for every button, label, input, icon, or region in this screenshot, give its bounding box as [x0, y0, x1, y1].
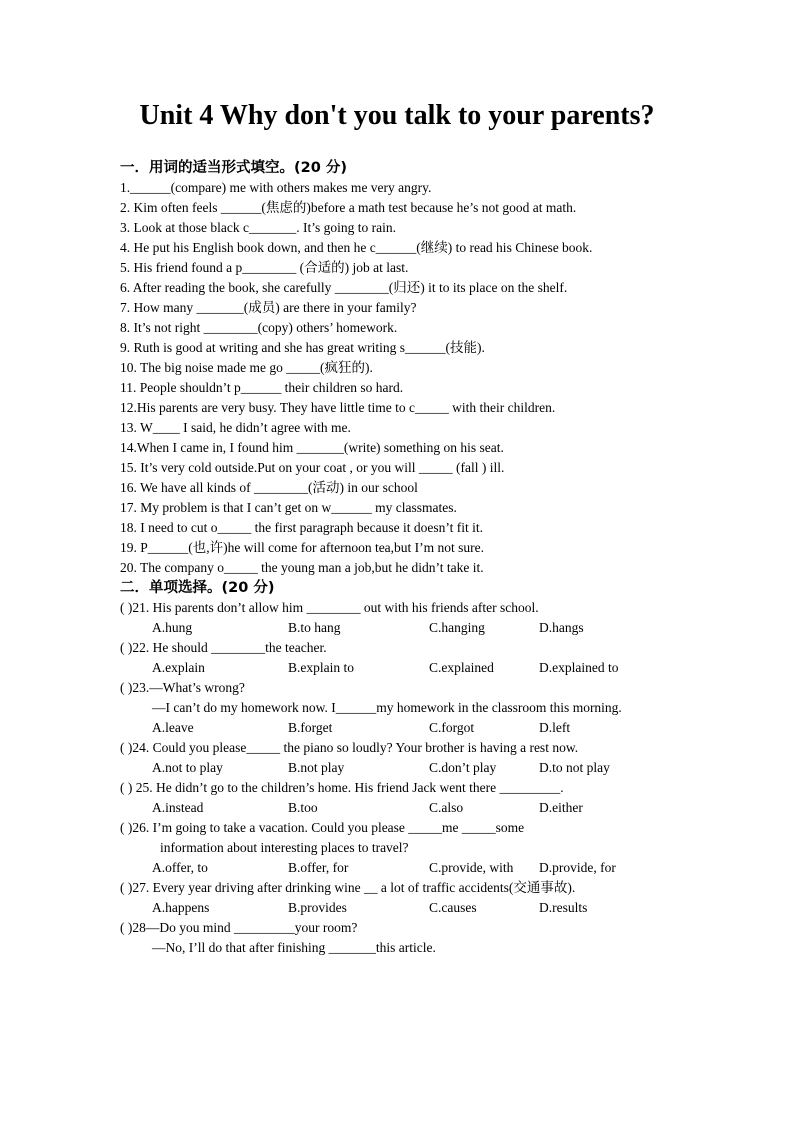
question-25-stem: ( ) 25. He didn’t go to the children’s home. His friend Jack went there _________.: [120, 780, 564, 795]
page-title: Unit 4 Why don't you talk to your parents?: [139, 100, 655, 131]
option-d: D.provide, for: [539, 860, 616, 875]
option-d: D.to not play: [539, 760, 610, 775]
question-7: 7. How many _______(成员) are there in your family?: [120, 300, 417, 315]
question-15: 15. It’s very cold outside.Put on your coat , or you will _____ (fall ) ill.: [120, 460, 505, 475]
option-c: C.forgot: [429, 720, 475, 735]
question-6: 6. After reading the book, she carefully ________(归还) it to its place on the shelf.: [120, 280, 568, 295]
option-b: B.to hang: [288, 620, 341, 635]
question-18: 18. I need to cut o_____ the first paragraph because it doesn’t fit it.: [120, 520, 484, 535]
question-13: 13. W____ I said, he didn’t agree with me.: [120, 420, 351, 435]
option-a: A.explain: [152, 660, 205, 675]
question-26-stem-continued: information about interesting places to travel?: [160, 840, 409, 855]
question-1: 1.______(compare) me with others makes me very angry.: [120, 180, 432, 195]
option-a: A.offer, to: [152, 860, 208, 875]
option-c: C.explained: [429, 660, 494, 675]
question-2: 2. Kim often feels ______(焦虑的)before a math test because he’s not good at math.: [120, 200, 577, 215]
option-a: A.happens: [152, 900, 210, 915]
option-c: C.provide, with: [429, 860, 514, 875]
option-d: D.either: [539, 800, 583, 815]
option-c: C.don’t play: [429, 760, 497, 775]
question-10: 10. The big noise made me go _____(疯狂的).: [120, 360, 373, 375]
option-b: B.offer, for: [288, 860, 349, 875]
option-d: D.hangs: [539, 620, 584, 635]
question-17: 17. My problem is that I can’t get on w______ my classmates.: [120, 500, 457, 515]
option-a: A.hung: [152, 620, 193, 635]
option-a: A.leave: [152, 720, 194, 735]
question-23-dialogue: —I can’t do my homework now. I______my homework in the classroom this morning.: [152, 700, 622, 715]
question-4: 4. He put his English book down, and then he c______(继续) to read his Chinese book.: [120, 240, 593, 255]
question-23-stem: ( )23.—What’s wrong?: [120, 680, 245, 695]
option-a: A.not to play: [152, 760, 223, 775]
option-b: B.not play: [288, 760, 345, 775]
section-1-heading: 一．用词的适当形式填空。(20 分): [120, 160, 347, 176]
question-28-stem: ( )28—Do you mind _________your room?: [120, 920, 358, 935]
question-21-options: [120, 618, 672, 638]
question-22-stem: ( )22. He should ________the teacher.: [120, 640, 327, 655]
question-16: 16. We have all kinds of ________(活动) in our school: [120, 480, 418, 495]
question-19: 19. P______(也,许)he will come for afternoon tea,but I’m not sure.: [120, 540, 485, 555]
option-c: C.also: [429, 800, 464, 815]
section-2-heading: 二．单项选择。(20 分): [120, 580, 275, 596]
option-d: D.results: [539, 900, 588, 915]
option-c: C.hanging: [429, 620, 485, 635]
question-27-options: [120, 898, 672, 918]
option-b: B.forget: [288, 720, 333, 735]
question-8: 8. It’s not right ________(copy) others’ homework.: [120, 320, 398, 335]
question-23-options: [120, 718, 672, 738]
option-d: D.left: [539, 720, 571, 735]
option-c: C.causes: [429, 900, 477, 915]
question-12: 12.His parents are very busy. They have little time to c_____ with their children.: [120, 400, 556, 415]
question-27-stem: ( )27. Every year driving after drinking wine __ a lot of traffic accidents(交通事故).: [120, 880, 576, 895]
question-26-options: [120, 858, 672, 878]
option-b: B.provides: [288, 900, 347, 915]
question-20: 20. The company o_____ the young man a job,but he didn’t take it.: [120, 560, 484, 575]
question-24-stem: ( )24. Could you please_____ the piano so loudly? Your brother is having a rest now.: [120, 740, 579, 755]
question-3: 3. Look at those black c_______. It’s going to rain.: [120, 220, 396, 235]
option-d: D.explained to: [539, 660, 619, 675]
question-24-options: [120, 758, 672, 778]
option-a: A.instead: [152, 800, 204, 815]
worksheet-body: [120, 158, 672, 958]
question-26-stem: ( )26. I’m going to take a vacation. Could you please _____me _____some: [120, 820, 525, 835]
question-25-options: [120, 798, 672, 818]
question-5: 5. His friend found a p________ (合适的) job at last.: [120, 260, 409, 275]
option-b: B.too: [288, 800, 318, 815]
question-14: 14.When I came in, I found him _______(write) something on his seat.: [120, 440, 504, 455]
question-28-response: —No, I’ll do that after finishing _______this article.: [152, 940, 436, 955]
question-21-stem: ( )21. His parents don’t allow him ________ out with his friends after school.: [120, 600, 539, 615]
option-b: B.explain to: [288, 660, 354, 675]
question-22-options: [120, 658, 672, 678]
question-9: 9. Ruth is good at writing and she has great writing s______(技能).: [120, 340, 485, 355]
question-11: 11. People shouldn’t p______ their children so hard.: [120, 380, 404, 395]
